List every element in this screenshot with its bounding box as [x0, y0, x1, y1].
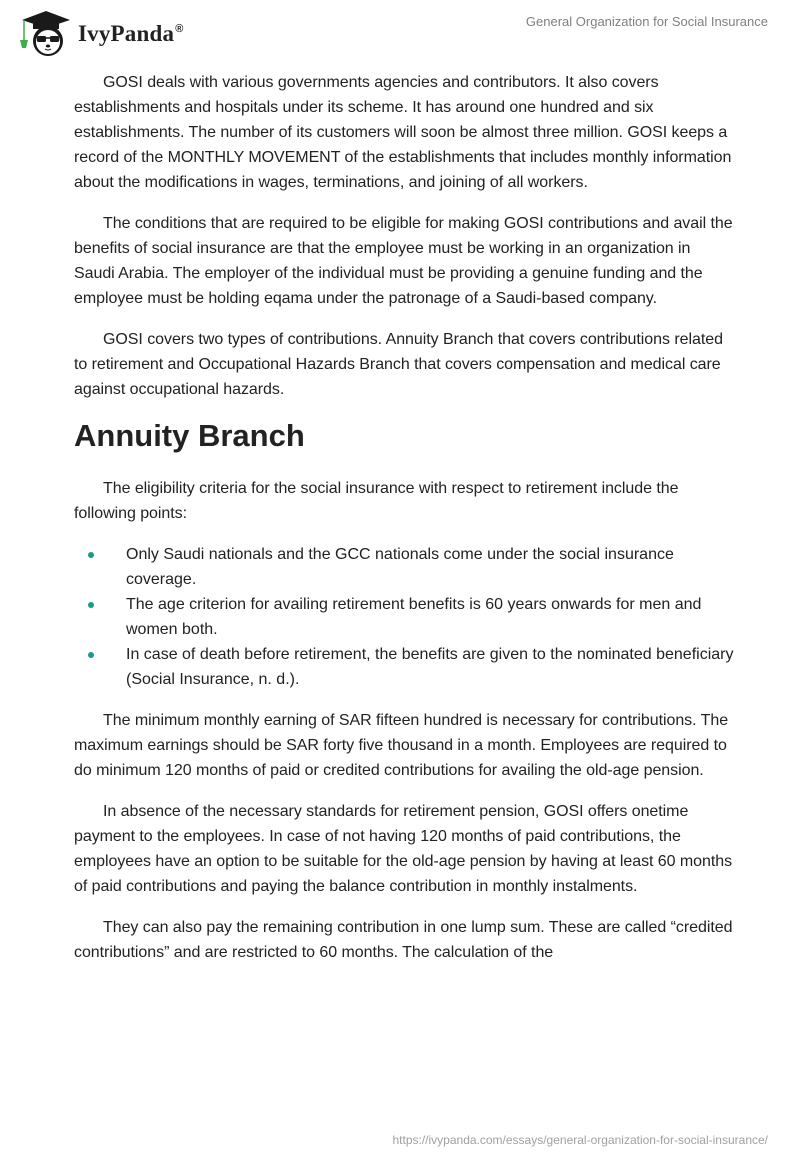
list-item	[74, 642, 734, 692]
section-heading: Annuity Branch	[74, 418, 305, 453]
bullet-icon	[88, 552, 94, 558]
bullet-icon	[88, 652, 94, 658]
source-url-link[interactable]: https://ivypanda.com/essays/general-organization-for-social-insurance/	[392, 1133, 768, 1147]
paragraph: They can also pay the remaining contribution in one lump sum. These are called “credited contributions” and are restricted to 60 months. The calculation of the	[74, 919, 733, 961]
list-item-text: Only Saudi nationals and the GCC nationals come under the social insurance coverage.	[126, 546, 674, 588]
list-item-text: In case of death before retirement, the benefits are given to the nominated beneficiary (Social Insurance, n. d.).	[126, 646, 734, 688]
paragraph: In absence of the necessary standards for retirement pension, GOSI offers onetime payment to the employees. In case of not having 120 months of paid contributions, the employees have an option to be suitable for the old-age pension by having at least 60 months of paid contributions and paying the balance contribution in monthly instalments.	[74, 803, 733, 895]
ivypanda-logo[interactable]	[18, 8, 184, 58]
paragraph: The eligibility criteria for the social insurance with respect to retirement include the following points:	[74, 480, 679, 522]
essay-content	[74, 70, 734, 981]
page-header	[0, 0, 800, 60]
list-item	[74, 542, 734, 592]
panda-graduate-icon	[18, 8, 74, 58]
paragraph: GOSI deals with various governments agencies and contributors. It also covers establishments and hospitals under its scheme. It has around one hundred and six establishments. The number of its customers will soon be almost three million. GOSI keeps a record of the MONTHLY MOVEMENT of the establishments that includes monthly information about the modifications in wages, terminations, and joining of all workers.	[74, 74, 732, 191]
paragraph: GOSI covers two types of contributions. Annuity Branch that covers contributions related to retirement and Occupational Hazards Branch that covers compensation and medical care against occupational hazards.	[74, 331, 723, 398]
paragraph: The conditions that are required to be eligible for making GOSI contributions and avail the benefits of social insurance are that the employee must be working in an organization in Saudi Arabia. The employer of the individual must be providing a genuine funding and the employee must be holding eqama under the patronage of a Saudi-based company.	[74, 215, 733, 307]
list-item-text: The age criterion for availing retirement benefits is 60 years onwards for men and women both.	[126, 596, 702, 638]
list-item	[74, 592, 734, 642]
paragraph: The minimum monthly earning of SAR fifteen hundred is necessary for contributions. The maximum earnings should be SAR forty five thousand in a month. Employees are required to do minimum 120 months of paid or credited contributions for availing the old-age pension.	[74, 712, 729, 779]
eligibility-list	[74, 542, 734, 692]
bullet-icon	[88, 602, 94, 608]
page-header-title: General Organization for Social Insurance	[525, 14, 768, 29]
brand-name: IvyPanda®	[78, 21, 184, 46]
